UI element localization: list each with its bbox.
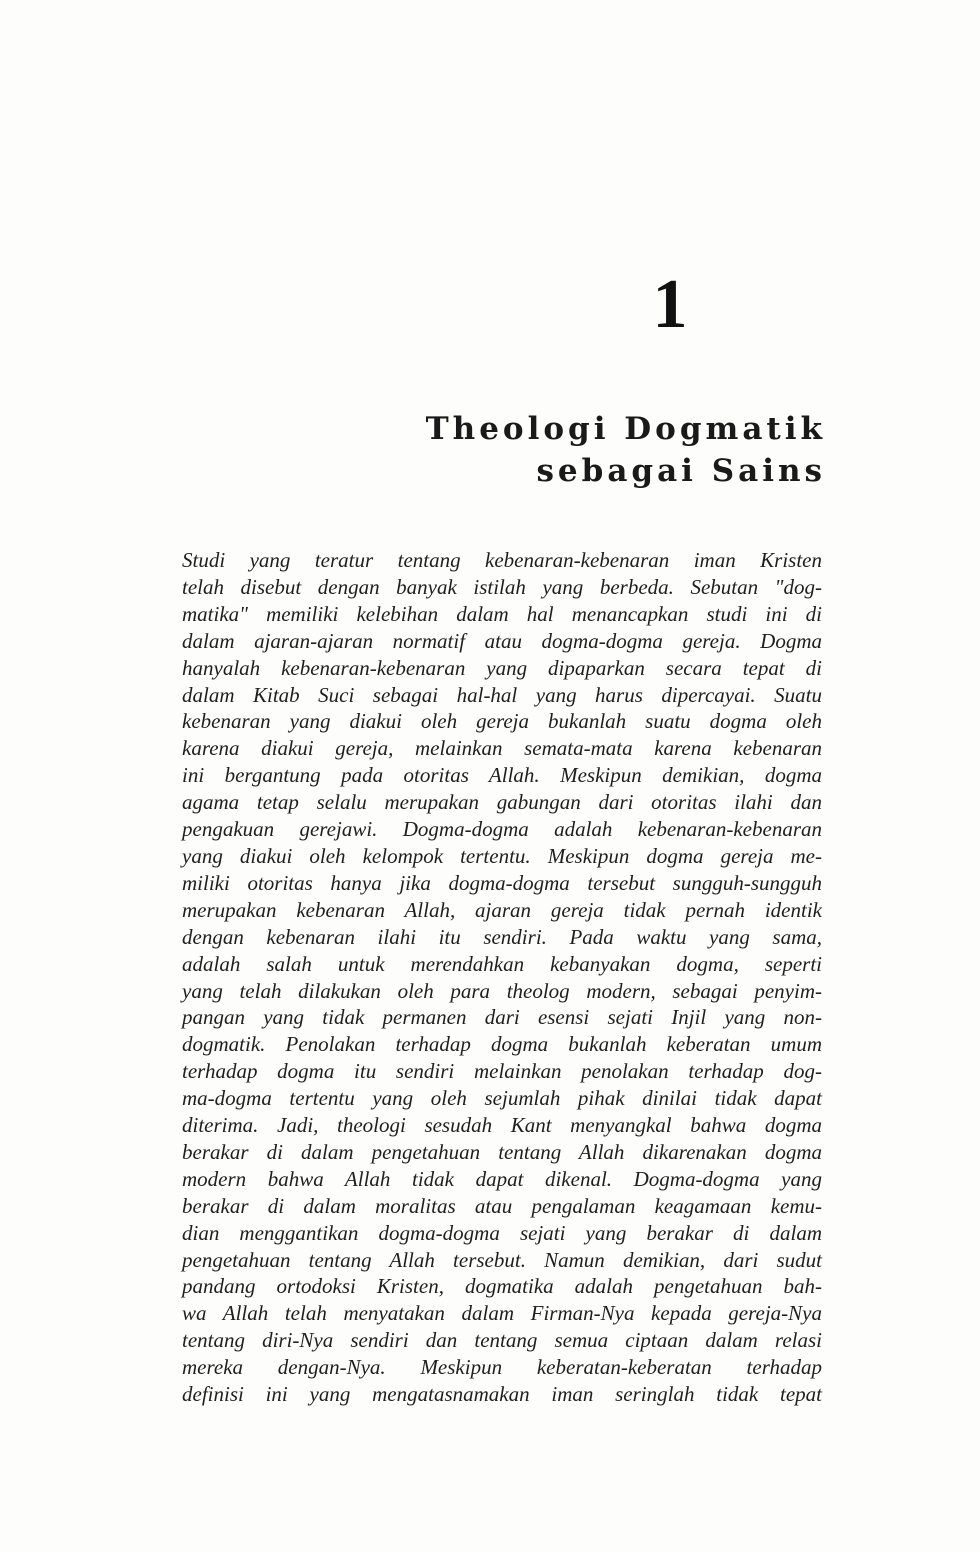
body-line: dalam ajaran-ajaran normatif atau dogma-dogma gereja. Dogma xyxy=(182,628,822,653)
body-line: mereka dengan-Nya. Meskipun keberatan-keberatan terhadap xyxy=(182,1355,822,1380)
body-line: agama tetap selalu merupakan gabungan dari otoritas ilahi dan xyxy=(182,790,822,815)
body-line: yang diakui oleh kelompok tertentu. Meskipun dogma gereja me- xyxy=(182,843,822,868)
body-line: diterima. Jadi, theologi sesudah Kant menyangkal bahwa dogma xyxy=(182,1113,822,1138)
body-line: karena diakui gereja, melainkan semata-mata karena kebenaran xyxy=(182,736,822,761)
body-line: merupakan kebenaran Allah, ajaran gereja tidak pernah identik xyxy=(182,897,822,922)
body-paragraph xyxy=(182,547,822,1408)
body-line: modern bahwa Allah tidak dapat dikenal. Dogma-dogma yang xyxy=(182,1166,822,1191)
body-line: pengakuan gerejawi. Dogma-dogma adalah kebenaran-kebenaran xyxy=(182,817,822,842)
body-line: terhadap dogma itu sendiri melainkan penolakan terhadap dog- xyxy=(182,1059,822,1084)
body-line: yang telah dilakukan oleh para theolog modern, sebagai penyim- xyxy=(182,978,822,1003)
body-line: Studi yang teratur tentang kebenaran-kebenaran iman Kristen xyxy=(182,548,822,572)
body-line: pengetahuan tentang Allah tersebut. Namun demikian, dari sudut xyxy=(182,1247,822,1272)
body-line: dian menggantikan dogma-dogma sejati yang berakar di dalam xyxy=(182,1220,822,1245)
body-line: ma-dogma tertentu yang oleh sejumlah pihak dinilai tidak dapat xyxy=(182,1086,822,1111)
body-line: berakar di dalam pengetahuan tentang Allah dikarenakan dogma xyxy=(182,1139,822,1164)
body-line: ini bergantung pada otoritas Allah. Meskipun demikian, dogma xyxy=(182,763,822,788)
body-line: kebenaran yang diakui oleh gereja bukanlah suatu dogma oleh xyxy=(182,709,822,734)
body-line: dogmatik. Penolakan terhadap dogma bukanlah keberatan umum xyxy=(182,1032,822,1057)
body-line: telah disebut dengan banyak istilah yang berbeda. Sebutan "dog- xyxy=(182,574,822,599)
body-line: miliki otoritas hanya jika dogma-dogma tersebut sungguh-sungguh xyxy=(182,870,822,895)
body-line: dengan kebenaran ilahi itu sendiri. Pada waktu yang sama, xyxy=(182,924,822,949)
chapter-title-line: sebagai Sains xyxy=(536,453,826,489)
body-line: hanyalah kebenaran-kebenaran yang dipaparkan secara tepat di xyxy=(182,655,822,680)
body-line: adalah salah untuk merendahkan kebanyakan dogma, seperti xyxy=(182,951,822,976)
body-line: tentang diri-Nya sendiri dan tentang semua ciptaan dalam relasi xyxy=(182,1328,822,1353)
chapter-number: 1 xyxy=(652,266,688,343)
body-line: pangan yang tidak permanen dari esensi sejati Injil yang non- xyxy=(182,1005,822,1030)
chapter-title xyxy=(426,408,826,492)
body-line: dalam Kitab Suci sebagai hal-hal yang harus dipercayai. Suatu xyxy=(182,682,822,707)
chapter-title-line: Theologi Dogmatik xyxy=(425,411,826,447)
body-line: berakar di dalam moralitas atau pengalaman keagamaan kemu- xyxy=(182,1193,822,1218)
body-line: matika" memiliki kelebihan dalam hal menancapkan studi ini di xyxy=(182,601,822,626)
body-line: pandang ortodoksi Kristen, dogmatika adalah pengetahuan bah- xyxy=(182,1274,822,1299)
body-line: definisi ini yang mengatasnamakan iman seringlah tidak tepat xyxy=(182,1382,822,1407)
body-line: wa Allah telah menyatakan dalam Firman-Nya kepada gereja-Nya xyxy=(182,1301,822,1326)
